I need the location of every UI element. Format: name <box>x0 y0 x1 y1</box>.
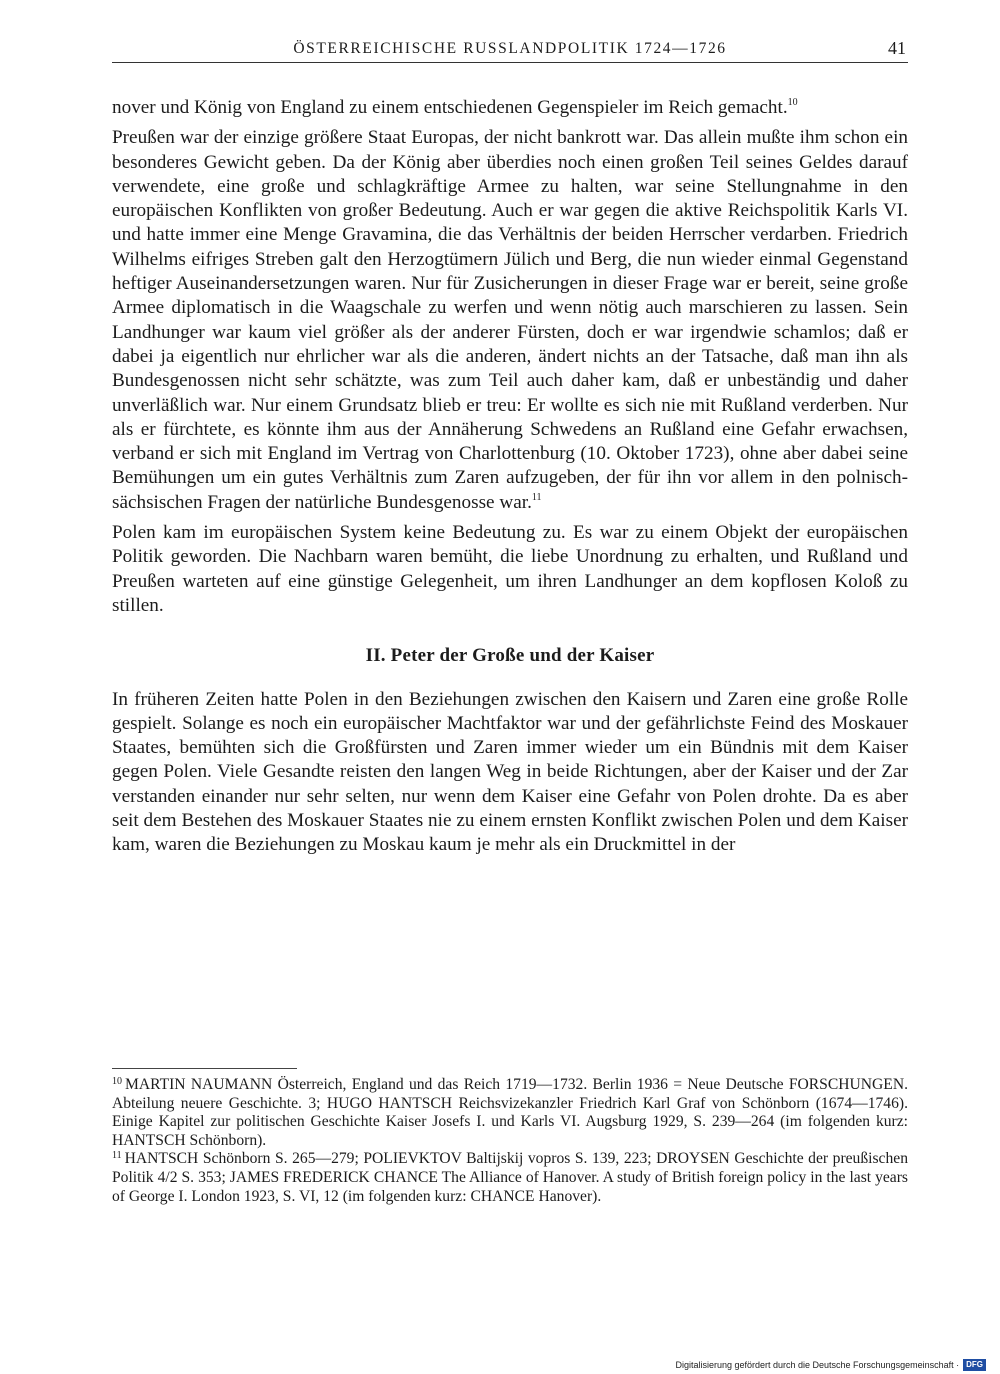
paragraph <box>112 96 908 120</box>
paragraph-text: nover und König von England zu einem entschiedenen Gegenspieler im Reich gemacht. <box>112 97 788 118</box>
paragraph <box>112 126 908 515</box>
section-heading: II. Peter der Große und der Kaiser <box>365 645 655 667</box>
credit-text: Digitalisierung gefördert durch die Deutsche Forschungsgemeinschaft · <box>675 1360 960 1370</box>
footnote <box>112 1150 908 1206</box>
footnote-divider <box>112 1068 297 1069</box>
footnote-ref: 10 <box>787 97 798 108</box>
paragraph-text: In früheren Zeiten hatte Polen in den Beziehungen zwischen den Kaisern und Zaren eine große Rolle gespielt. Solange es noch ein europäischer Machtfaktor war und der gefährlichste Feind des Moskauer Staates, bemühten sich die Großfürsten und Zaren immer wieder um ein Bündnis mit dem Kaiser gegen Polen. Viele Gesandte reisten den langen Weg in beide Richtungen, aber der Kaiser und der Zar verstanden einander nur sehr selten, nur wenn dem Kaiser eine Gefahr von Polen drohte. Da es aber seit dem Bestehen des Moskauer Staates nie zu einem ernsten Konflikt zwischen Polen und dem Kaiser kam, waren die Beziehungen zu Moskau kaum je mehr als ein Druckmittel in der <box>112 688 908 856</box>
footnote-text: HANTSCH Schönborn S. 265—279; POLIEVKTOV Baltijskij vopros S. 139, 223; DROYSEN Geschichte der preußischen Politik 4/2 S. 353; JAMES FREDERICK CHANCE The Alliance of Hanover. A study of British foreign policy in the last years of George I. London 1923, S. VI, 12 (im folgenden kurz: CHANCE Hanover). <box>112 1150 908 1205</box>
footnotes <box>112 1076 908 1206</box>
dfg-logo-icon: DFG <box>963 1359 986 1371</box>
paragraph <box>112 521 908 618</box>
paragraph <box>112 688 908 858</box>
footnote-number: 10 <box>112 1076 122 1087</box>
digitization-credit <box>675 1359 986 1371</box>
paragraph-text: Polen kam im europäischen System keine Bedeutung zu. Es war zu einem Objekt der europäischen Politik geworden. Die Nachbarn waren bemüht, die liebe Unordnung zu erhalten, und Rußland und Preußen warteten auf eine günstige Gelegenheit, um ihren Landhunger an dem kopflosen Koloß zu stillen. <box>112 522 908 616</box>
footnote-ref: 11 <box>531 491 542 503</box>
running-head <box>112 36 908 63</box>
paragraph-text: Preußen war der einzige größere Staat Europas, der nicht bankrott war. Das allein mußte ihm schon ein besonderes Gewicht geben. Da der König aber überdies noch einen großen Teil seines Geldes darauf verwendete, eine große und schlagkräftige Armee zu halten, war seine Stellungnahme in den europäischen Konflikten von großer Bedeutung. Auch er war gegen die aktive Reichspolitik Karls VI. und hatte immer eine Menge Gravamina, die das Verhältnis der beiden Herrscher verdarben. Friedrich Wilhelms eifriges Streben galt den Herzogtümern Jülich und Berg, die nun wieder einmal Gegenstand heftiger Auseinandersetzungen waren. Nur für Zusicherungen in dieser Frage war er bereit, seine große Armee diplomatisch in die Waagschale zu werfen und wenn nötig auch marschieren zu lassen. Sein Landhunger war kaum viel größer als der anderer Fürsten, doch er war irgendwie schamlos; daß er dabei ja eigentlich nur ehrlicher war als die anderen, ändert nichts an der Tatsache, daß man ihn als Bundesgenossen nicht sehr schätzte, was zum Teil auch daher kam, daß er unbeständig und daher unverläßlich war. Nur einem Grundsatz blieb er treu: Er wollte es sich nie mit Rußland verderben. Nur als er fürchtete, es könnte ihm aus der Annäherung Schwedens an Rußland eine Gefahr erwachsen, verband er sich mit England im Vertrag von Charlottenburg (10. Oktober 1723), ohne aber dabei seine Bemühungen um ein gutes Verhältnis zum Zaren aufzugeben, der für ihn vor allem in den polnisch-sächsischen Fragen der natürliche Bundesgenosse war. <box>112 127 908 513</box>
footnote-text: MARTIN NAUMANN Österreich, England und das Reich 1719—1732. Berlin 1936 = Neue Deutsche FORSCHUNGEN. Abteilung neuere Geschichte. 3; HUGO HANTSCH Reichsvizekanzler Friedrich Karl Graf von Schönborn (1674—1746). Einige Kapitel zur politischen Geschichte Kaiser Josefs I. und Karls VI. Augsburg 1929, S. 239—264 (im folgenden kurz: HANTSCH Schönborn). <box>112 1076 908 1149</box>
footnote-number: 11 <box>112 1150 122 1162</box>
main-text <box>112 96 908 864</box>
running-title: ÖSTERREICHISCHE RUSSLANDPOLITIK 1724—1726 <box>293 40 727 57</box>
page-number: 41 <box>888 38 906 58</box>
footnote <box>112 1076 908 1150</box>
